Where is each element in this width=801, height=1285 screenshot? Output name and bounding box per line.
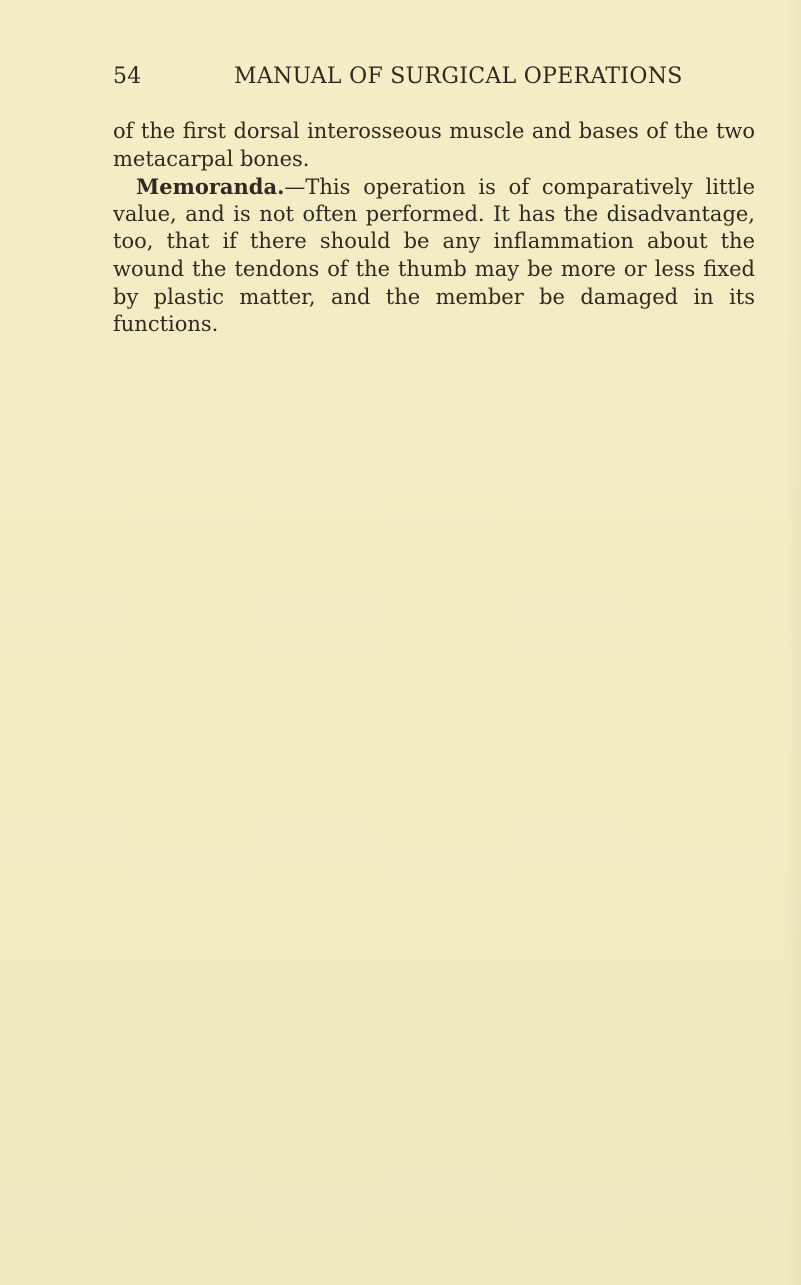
text-line: wound the tendons of the thumb may be more or less fixed	[113, 256, 755, 281]
text-line: functions.	[113, 312, 219, 337]
memoranda-paragraph-first-line	[113, 173, 755, 201]
text-line: too, that if there should be any inflammation about the	[113, 229, 755, 254]
memoranda-heading: Memoranda.	[136, 174, 285, 200]
text-line: value, and is not often performed. It has the disadvantage,	[113, 201, 755, 226]
running-title: MANUAL OF SURGICAL OPERATIONS	[234, 64, 683, 89]
body-text	[113, 118, 755, 339]
page-number: 54	[113, 64, 142, 89]
text-line: metacarpal bones.	[113, 146, 310, 171]
memoranda-first-line-text: —This operation is of comparatively little	[284, 175, 755, 200]
text-line: by plastic matter, and the member be damaged in its	[113, 284, 755, 309]
running-head	[113, 64, 753, 94]
page-edge-shadow	[787, 0, 801, 1285]
text-line: of the first dorsal interosseous muscle and bases of the two	[113, 119, 755, 143]
